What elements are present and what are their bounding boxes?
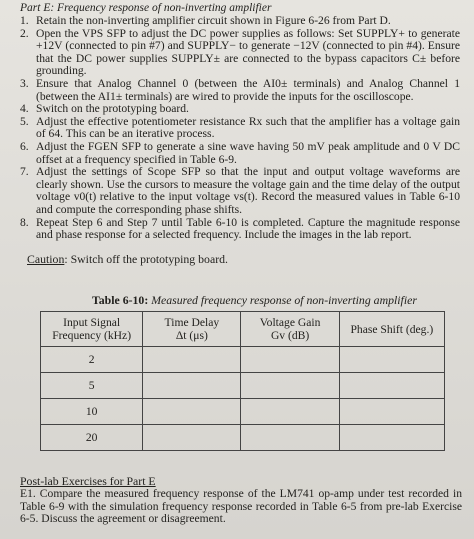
procedure-step: 3. Ensure that Analog Channel 0 (between the AI0± terminals) and Analog Channel 1 (between the AI1± terminals) are wired to provide the inputs for the oscilloscope. xyxy=(20,76,460,103)
header-frequency: Input Signal Frequency (kHz) xyxy=(41,312,143,347)
cell-phase-shift xyxy=(339,347,444,373)
cell-time-delay xyxy=(143,425,241,451)
cell-frequency: 20 xyxy=(41,425,143,451)
cell-voltage-gain xyxy=(241,399,339,425)
frequency-response-table xyxy=(40,311,445,451)
procedure-step: 1. Retain the non-inverting amplifier circuit shown in Figure 6-26 from Part D. xyxy=(20,14,391,27)
cell-time-delay xyxy=(143,347,241,373)
procedure-steps xyxy=(20,15,460,242)
procedure-step: 4. Switch on the prototyping board. xyxy=(20,102,189,116)
table-caption xyxy=(92,293,417,308)
post-lab-title: Post-lab Exercises for Part E xyxy=(20,474,156,488)
cell-frequency: 10 xyxy=(41,399,143,425)
table-header-row xyxy=(41,312,445,347)
procedure-step: 6. Adjust the FGEN SFP to generate a sine wave having 50 mV peak amplitude and 0 V DC offset at a frequency specified in Table 6-9. xyxy=(20,139,460,166)
cell-voltage-gain xyxy=(241,373,339,399)
part-title: Part E: Frequency response of non-inverting amplifier xyxy=(20,2,272,14)
procedure-step: 7. Adjust the settings of Scope SFP so that the input and output voltage waveforms are clearly shown. Use the cursors to measure the voltage gain and the time delay of the output voltage v0(t) relative to the input voltage vs(t). Record the measured values in Table 6-10 and compute the corresponding phase shifts. xyxy=(20,165,460,216)
header-time-delay: Time Delay Δt (μs) xyxy=(143,312,241,347)
table-number: Table 6-10: xyxy=(92,293,149,307)
table-row xyxy=(41,373,445,399)
header-phase-shift: Phase Shift (deg.) xyxy=(339,312,444,347)
procedure-step: 8. Repeat Step 6 and Step 7 until Table 6-10 is completed. Capture the magnitude response and phase response for a selected frequency. Include the images in the lab report. xyxy=(20,215,460,242)
table-title: Measured frequency response of non-inverting amplifier xyxy=(151,293,417,307)
cell-voltage-gain xyxy=(241,425,339,451)
caution-text: : Switch off the prototyping board. xyxy=(64,252,228,266)
cell-frequency: 2 xyxy=(41,347,143,373)
cell-phase-shift xyxy=(339,373,444,399)
caution-note xyxy=(27,252,228,267)
header-voltage-gain: Voltage Gain Gv (dB) xyxy=(241,312,339,347)
table-row xyxy=(41,399,445,425)
table-row xyxy=(41,347,445,373)
cell-voltage-gain xyxy=(241,347,339,373)
cell-time-delay xyxy=(143,399,241,425)
caution-label: Caution xyxy=(27,252,65,266)
cell-phase-shift xyxy=(339,399,444,425)
post-lab-exercise: E1. Compare the measured frequency response of the LM741 op-amp under test recorded in Table 6-9 with the simulation frequency response recorded in Table 6-5 from pre-lab Exercise 6-5. Discuss the agreement or disagreement. xyxy=(20,487,462,526)
cell-frequency: 5 xyxy=(41,373,143,399)
procedure-step: 5. Adjust the effective potentiometer resistance Rx such that the amplifier has a voltage gain of 64. This can be an iterative process. xyxy=(20,114,460,141)
cell-phase-shift xyxy=(339,425,444,451)
cell-time-delay xyxy=(143,373,241,399)
table-row xyxy=(41,425,445,451)
procedure-step: 2. Open the VPS SFP to adjust the DC power supplies as follows: Set SUPPLY+ to generate +12V (connected to pin #7) and SUPPLY− to generate −12V (connected to pin #4). Ensure that the DC power supplies SUPPLY± are connected to the bypass capacitors C± before grounding. xyxy=(20,26,460,78)
